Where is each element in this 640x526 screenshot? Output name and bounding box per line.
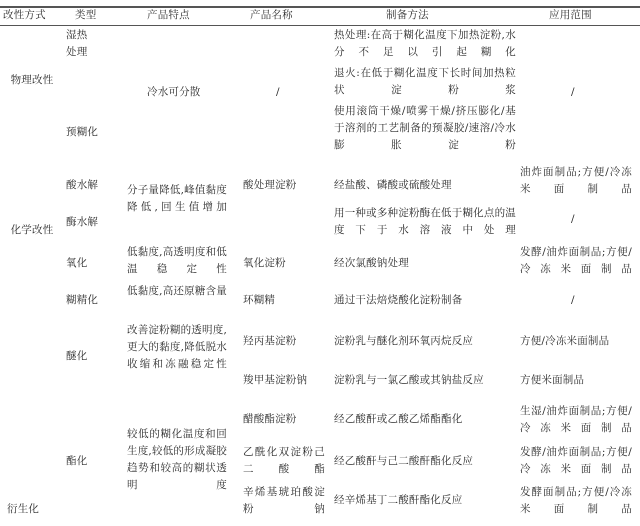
- group-chemical: 化学改性: [10, 224, 54, 236]
- type-etherification: 醚化: [66, 350, 88, 362]
- method-oxidation: 经次氯酸钠处理: [334, 257, 409, 269]
- name-acetate-starch: 醋酸酯淀粉: [243, 413, 297, 425]
- method-pregel: 使用滚筒干燥/喷雾干燥/挤压膨化/基于溶剂的工艺制备的预凝胶/速溶/冷水膨胀淀粉: [334, 105, 516, 151]
- group-physical: 物理改性: [10, 74, 54, 86]
- type-oxidation: 氧化: [66, 257, 88, 269]
- type-acid-hydrolysis: 酸水解: [66, 179, 99, 191]
- type-dextrinization: 糊精化: [66, 294, 99, 306]
- feature-oxidation: 低黏度,高透明度和低温稳定性: [127, 246, 227, 275]
- name-cmc-starch: 羧甲基淀粉钠: [243, 374, 308, 386]
- name-oxidized-starch: 氧化淀粉: [243, 257, 286, 269]
- app-octenyl: 发酵面制品;方便/冷冻米面制品: [520, 486, 632, 515]
- method-adipate: 经乙酸酐与己二酸酐酯化反应: [334, 455, 474, 467]
- name-octenyl-succinate-starch: 辛烯基琥珀酸淀粉钠: [243, 486, 325, 515]
- feature-cold-water-dispersible: 冷水可分散: [147, 86, 201, 98]
- type-heat-moisture: 湿热处理: [66, 29, 88, 58]
- method-acid: 经盐酸、磷酸或硫酸处理: [334, 179, 452, 191]
- feature-hydrolysis: 分子量降低,峰值黏度降低,回生值增加: [127, 184, 227, 213]
- app-dextrinization-none: /: [571, 294, 575, 306]
- header-preparation-method: 制备方法: [386, 9, 429, 21]
- method-annealing: 退火:在低于糊化温度下长时间加热粒状淀粉浆: [334, 67, 516, 96]
- feature-dextrinization: 低黏度,高还原糖含量: [127, 285, 227, 297]
- feature-esterification: 较低的糊化温度和回生度,较低的形成凝胶趋势和较高的糊状透明度: [127, 428, 227, 491]
- name-acid-treated-starch: 酸处理淀粉: [243, 179, 297, 191]
- name-physical-none: /: [276, 86, 280, 98]
- header-product-features: 产品特点: [147, 9, 190, 21]
- header-product-name: 产品名称: [250, 9, 293, 21]
- app-enzyme-none: /: [571, 213, 575, 225]
- method-dextrinization: 通过干法焙烧酸化淀粉制备: [334, 294, 463, 306]
- header-application-scope: 应用范围: [549, 9, 592, 21]
- method-hydroxypropyl: 淀粉乳与醚化剂环氧丙烷反应: [334, 335, 474, 347]
- name-hydroxypropyl-starch: 羟丙基淀粉: [243, 335, 297, 347]
- method-cmc: 淀粉乳与一氯乙酸或其钠盐反应: [334, 374, 484, 386]
- app-adipate: 发酵/油炸面制品;方便/冷冻米面制品: [520, 446, 632, 475]
- name-acetylated-distarch-adipate: 乙酰化双淀粉己二酸酯: [243, 446, 325, 475]
- type-enzyme-hydrolysis: 酶水解: [66, 216, 99, 228]
- method-acetate: 经乙酸酐或乙酸乙烯酯酯化: [334, 413, 463, 425]
- table-header-rule: [0, 25, 640, 26]
- feature-etherification: 改善淀粉糊的透明度,更大的黏度,降低脱水收缩和冻融稳定性: [127, 324, 227, 370]
- app-oxidation: 发酵/油炸面制品;方便/冷冻米面制品: [520, 246, 632, 275]
- method-octenyl: 经辛烯基丁二酸酐酯化反应: [334, 494, 463, 506]
- app-hydroxypropyl: 方便/冷冻米面制品: [520, 335, 610, 347]
- type-pregelatinized: 预糊化: [66, 126, 99, 138]
- header-modification-method: 改性方式: [3, 9, 46, 21]
- method-enzyme: 用一种或多种淀粉酶在低于糊化点的温度下于水溶液中处理: [334, 207, 516, 236]
- app-physical-none: /: [571, 86, 575, 98]
- method-heat-treatment: 热处理:在高于糊化温度下加热淀粉,水分不足以引起糊化: [334, 29, 516, 58]
- app-acetate: 生湿/油炸面制品;方便/冷冻米面制品: [520, 405, 632, 434]
- group-derivative: 衍生化: [7, 503, 40, 515]
- name-cyclodextrin: 环糊精: [243, 294, 276, 306]
- app-acid: 油炸面制品;方便/冷冻米面制品: [520, 166, 632, 195]
- type-esterification: 酯化: [66, 455, 88, 467]
- app-cmc: 方便米面制品: [520, 374, 585, 386]
- header-type: 类型: [75, 9, 97, 21]
